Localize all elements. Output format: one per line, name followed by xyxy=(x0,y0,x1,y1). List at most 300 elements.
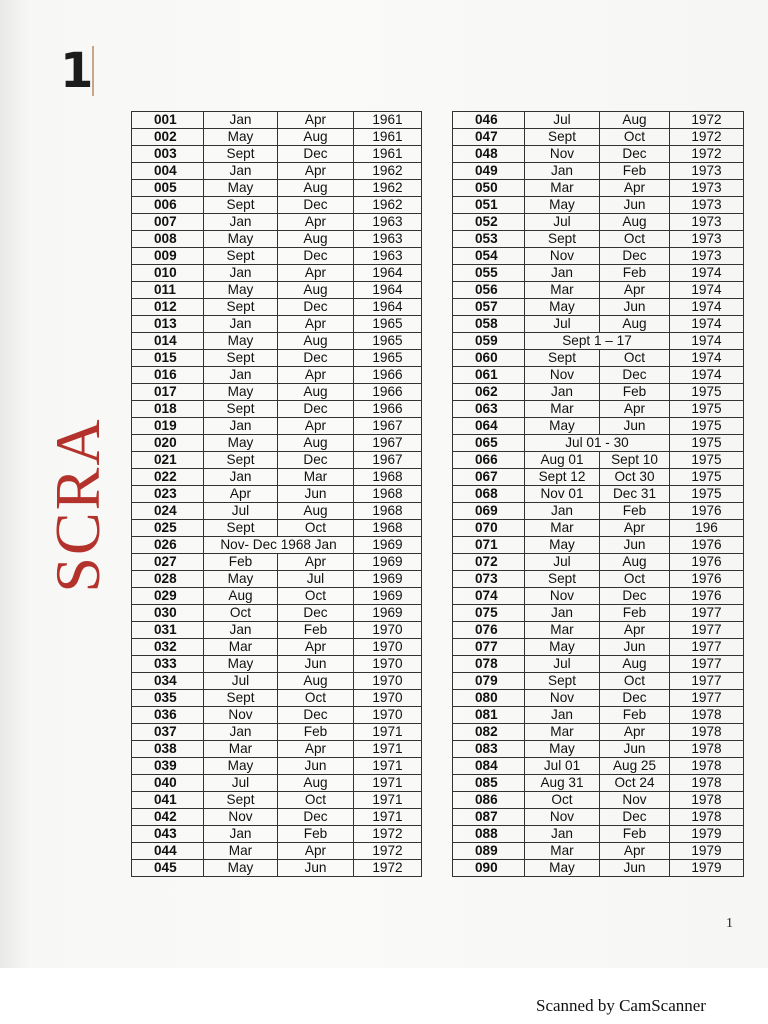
table-row xyxy=(132,350,422,367)
code-cell: 069 xyxy=(453,503,525,520)
table-row xyxy=(132,265,422,282)
table-row xyxy=(453,129,744,146)
start-month-cell: Mar xyxy=(525,520,600,537)
year-cell: 1968 xyxy=(354,503,422,520)
code-cell: 016 xyxy=(132,367,204,384)
start-month-cell: Aug 01 xyxy=(525,452,600,469)
code-cell: 051 xyxy=(453,197,525,214)
year-cell: 1973 xyxy=(670,163,744,180)
year-cell: 1972 xyxy=(670,129,744,146)
code-cell: 039 xyxy=(132,758,204,775)
code-cell: 078 xyxy=(453,656,525,673)
end-month-cell: Dec xyxy=(278,809,354,826)
start-month-cell: Jul xyxy=(204,775,278,792)
year-cell: 1965 xyxy=(354,350,422,367)
year-cell: 1965 xyxy=(354,333,422,350)
code-cell: 045 xyxy=(132,860,204,877)
table-row xyxy=(453,316,744,333)
table-row xyxy=(453,486,744,503)
year-cell: 1973 xyxy=(670,248,744,265)
table-row xyxy=(453,333,744,350)
end-month-cell: Feb xyxy=(600,265,670,282)
end-month-cell: Dec xyxy=(278,401,354,418)
start-month-cell: Jul xyxy=(525,554,600,571)
year-cell: 1975 xyxy=(670,452,744,469)
code-cell: 076 xyxy=(453,622,525,639)
end-month-cell: Apr xyxy=(278,639,354,656)
start-month-cell: May xyxy=(204,180,278,197)
end-month-cell: Aug xyxy=(600,656,670,673)
end-month-cell: Feb xyxy=(600,826,670,843)
end-month-cell: Feb xyxy=(278,826,354,843)
span-range-cell: Sept 1 – 17 xyxy=(525,333,670,350)
end-month-cell: Oct xyxy=(600,231,670,248)
table-row xyxy=(453,214,744,231)
end-month-cell: Oct xyxy=(278,588,354,605)
code-cell: 079 xyxy=(453,673,525,690)
start-month-cell: May xyxy=(204,758,278,775)
table-row xyxy=(453,197,744,214)
start-month-cell: May xyxy=(525,418,600,435)
end-month-cell: Dec xyxy=(600,146,670,163)
table-row xyxy=(132,163,422,180)
table-row xyxy=(453,231,744,248)
year-cell: 1963 xyxy=(354,248,422,265)
code-cell: 020 xyxy=(132,435,204,452)
start-month-cell: Nov 01 xyxy=(525,486,600,503)
end-month-cell: Apr xyxy=(278,265,354,282)
year-cell: 1973 xyxy=(670,197,744,214)
start-month-cell: Jan xyxy=(525,265,600,282)
code-cell: 071 xyxy=(453,537,525,554)
start-month-cell: Mar xyxy=(525,180,600,197)
code-cell: 090 xyxy=(453,860,525,877)
start-month-cell: Sept xyxy=(525,231,600,248)
table-row xyxy=(132,214,422,231)
year-cell: 1977 xyxy=(670,690,744,707)
end-month-cell: Feb xyxy=(600,707,670,724)
year-cell: 1961 xyxy=(354,146,422,163)
end-month-cell: Feb xyxy=(600,605,670,622)
end-month-cell: Dec xyxy=(278,197,354,214)
year-cell: 1972 xyxy=(670,146,744,163)
code-cell: 027 xyxy=(132,554,204,571)
table-row xyxy=(453,792,744,809)
start-month-cell: Nov xyxy=(204,707,278,724)
year-cell: 1977 xyxy=(670,605,744,622)
start-month-cell: Sept xyxy=(204,248,278,265)
year-cell: 1977 xyxy=(670,656,744,673)
code-cell: 032 xyxy=(132,639,204,656)
year-cell: 1968 xyxy=(354,486,422,503)
year-cell: 1971 xyxy=(354,775,422,792)
year-cell: 1966 xyxy=(354,384,422,401)
table-row xyxy=(453,350,744,367)
year-cell: 1979 xyxy=(670,826,744,843)
start-month-cell: May xyxy=(204,571,278,588)
end-month-cell: Jun xyxy=(278,656,354,673)
end-month-cell: Aug xyxy=(600,554,670,571)
code-cell: 087 xyxy=(453,809,525,826)
start-month-cell: Nov xyxy=(525,690,600,707)
table-row xyxy=(132,112,422,129)
end-month-cell: Apr xyxy=(278,741,354,758)
start-month-cell: Aug xyxy=(204,588,278,605)
end-month-cell: Dec xyxy=(278,248,354,265)
table-row xyxy=(453,418,744,435)
code-cell: 074 xyxy=(453,588,525,605)
end-month-cell: Dec xyxy=(278,707,354,724)
year-cell: 1978 xyxy=(670,724,744,741)
end-month-cell: Jun xyxy=(600,537,670,554)
end-month-cell: Apr xyxy=(278,843,354,860)
table-row xyxy=(453,673,744,690)
end-month-cell: Aug xyxy=(600,316,670,333)
start-month-cell: May xyxy=(204,129,278,146)
start-month-cell: Sept xyxy=(525,129,600,146)
year-cell: 1974 xyxy=(670,265,744,282)
end-month-cell: Aug xyxy=(278,384,354,401)
code-cell: 007 xyxy=(132,214,204,231)
table-row xyxy=(453,571,744,588)
table-row xyxy=(453,758,744,775)
code-cell: 019 xyxy=(132,418,204,435)
end-month-cell: Aug xyxy=(278,503,354,520)
start-month-cell: Sept xyxy=(204,792,278,809)
table-row xyxy=(453,860,744,877)
code-cell: 028 xyxy=(132,571,204,588)
table-row xyxy=(132,843,422,860)
end-month-cell: Apr xyxy=(600,622,670,639)
code-cell: 052 xyxy=(453,214,525,231)
year-cell: 1974 xyxy=(670,299,744,316)
year-cell: 1966 xyxy=(354,367,422,384)
start-month-cell: Jul 01 xyxy=(525,758,600,775)
start-month-cell: Nov xyxy=(525,809,600,826)
code-cell: 050 xyxy=(453,180,525,197)
year-cell: 1976 xyxy=(670,588,744,605)
start-month-cell: Sept xyxy=(204,520,278,537)
code-cell: 053 xyxy=(453,231,525,248)
code-cell: 005 xyxy=(132,180,204,197)
code-cell: 041 xyxy=(132,792,204,809)
code-cell: 033 xyxy=(132,656,204,673)
year-cell: 1968 xyxy=(354,520,422,537)
table-row xyxy=(453,367,744,384)
table-row xyxy=(132,180,422,197)
end-month-cell: Jun xyxy=(600,418,670,435)
code-cell: 088 xyxy=(453,826,525,843)
end-month-cell: Feb xyxy=(278,622,354,639)
start-month-cell: Jan xyxy=(525,605,600,622)
end-month-cell: Dec 31 xyxy=(600,486,670,503)
page-number: 1 xyxy=(726,916,733,931)
year-cell: 1967 xyxy=(354,418,422,435)
code-table-right xyxy=(452,111,744,877)
end-month-cell: Aug xyxy=(278,775,354,792)
table-row xyxy=(132,554,422,571)
code-cell: 013 xyxy=(132,316,204,333)
start-month-cell: Sept 12 xyxy=(525,469,600,486)
start-month-cell: May xyxy=(525,741,600,758)
table-row xyxy=(132,146,422,163)
year-cell: 1964 xyxy=(354,299,422,316)
start-month-cell: Jan xyxy=(525,826,600,843)
code-cell: 061 xyxy=(453,367,525,384)
table-row xyxy=(453,741,744,758)
side-label-scra: SCRA xyxy=(42,417,113,593)
table-row xyxy=(453,265,744,282)
table-row xyxy=(132,588,422,605)
year-cell: 1969 xyxy=(354,537,422,554)
code-cell: 067 xyxy=(453,469,525,486)
table-row xyxy=(453,520,744,537)
table-row xyxy=(453,809,744,826)
year-cell: 196 xyxy=(670,520,744,537)
table-row xyxy=(453,826,744,843)
table-row xyxy=(453,622,744,639)
code-cell: 046 xyxy=(453,112,525,129)
table-row xyxy=(132,486,422,503)
end-month-cell: Apr xyxy=(600,282,670,299)
year-cell: 1978 xyxy=(670,792,744,809)
end-month-cell: Apr xyxy=(278,367,354,384)
year-cell: 1978 xyxy=(670,741,744,758)
code-cell: 085 xyxy=(453,775,525,792)
table-row xyxy=(453,452,744,469)
end-month-cell: Jun xyxy=(600,860,670,877)
start-month-cell: Jan xyxy=(204,214,278,231)
code-cell: 080 xyxy=(453,690,525,707)
start-month-cell: Sept xyxy=(525,571,600,588)
year-cell: 1964 xyxy=(354,282,422,299)
code-cell: 034 xyxy=(132,673,204,690)
code-cell: 006 xyxy=(132,197,204,214)
end-month-cell: Aug xyxy=(278,333,354,350)
table-row xyxy=(132,299,422,316)
year-cell: 1963 xyxy=(354,214,422,231)
code-cell: 054 xyxy=(453,248,525,265)
year-cell: 1963 xyxy=(354,231,422,248)
start-month-cell: Mar xyxy=(525,843,600,860)
end-month-cell: Jun xyxy=(600,639,670,656)
table-row xyxy=(132,605,422,622)
end-month-cell: Nov xyxy=(600,792,670,809)
end-month-cell: Apr xyxy=(600,520,670,537)
code-cell: 012 xyxy=(132,299,204,316)
end-month-cell: Aug xyxy=(278,673,354,690)
table-row xyxy=(132,656,422,673)
code-cell: 047 xyxy=(453,129,525,146)
code-cell: 001 xyxy=(132,112,204,129)
table-row xyxy=(132,809,422,826)
start-month-cell: Sept xyxy=(204,146,278,163)
start-month-cell: Jan xyxy=(204,163,278,180)
end-month-cell: Aug xyxy=(600,214,670,231)
end-month-cell: Oct xyxy=(600,571,670,588)
table-row xyxy=(132,384,422,401)
table-row xyxy=(132,316,422,333)
table-row xyxy=(453,435,744,452)
end-month-cell: Aug xyxy=(600,112,670,129)
table-row xyxy=(453,503,744,520)
start-month-cell: May xyxy=(525,299,600,316)
year-cell: 1973 xyxy=(670,180,744,197)
year-cell: 1964 xyxy=(354,265,422,282)
start-month-cell: Oct xyxy=(525,792,600,809)
code-cell: 029 xyxy=(132,588,204,605)
start-month-cell: Sept xyxy=(204,350,278,367)
end-month-cell: Aug 25 xyxy=(600,758,670,775)
year-cell: 1977 xyxy=(670,673,744,690)
start-month-cell: May xyxy=(204,435,278,452)
code-cell: 082 xyxy=(453,724,525,741)
end-month-cell: Oct xyxy=(278,792,354,809)
end-month-cell: Apr xyxy=(278,112,354,129)
start-month-cell: May xyxy=(204,282,278,299)
table-row xyxy=(453,112,744,129)
end-month-cell: Jun xyxy=(600,197,670,214)
code-cell: 066 xyxy=(453,452,525,469)
year-cell: 1975 xyxy=(670,384,744,401)
end-month-cell: Jun xyxy=(278,758,354,775)
year-cell: 1975 xyxy=(670,435,744,452)
table-row xyxy=(132,775,422,792)
code-cell: 059 xyxy=(453,333,525,350)
end-month-cell: Feb xyxy=(278,724,354,741)
start-month-cell: Mar xyxy=(525,282,600,299)
start-month-cell: Jan xyxy=(204,316,278,333)
code-cell: 068 xyxy=(453,486,525,503)
year-cell: 1970 xyxy=(354,707,422,724)
start-month-cell: Sept xyxy=(525,350,600,367)
start-month-cell: Mar xyxy=(525,622,600,639)
year-cell: 1974 xyxy=(670,316,744,333)
start-month-cell: Jan xyxy=(525,503,600,520)
code-cell: 021 xyxy=(132,452,204,469)
end-month-cell: Dec xyxy=(600,367,670,384)
table-row xyxy=(453,690,744,707)
table-row xyxy=(453,724,744,741)
start-month-cell: May xyxy=(204,656,278,673)
year-cell: 1967 xyxy=(354,435,422,452)
table-row xyxy=(453,282,744,299)
end-month-cell: Apr xyxy=(278,554,354,571)
code-cell: 037 xyxy=(132,724,204,741)
start-month-cell: Jul xyxy=(204,673,278,690)
year-cell: 1974 xyxy=(670,333,744,350)
code-cell: 086 xyxy=(453,792,525,809)
end-month-cell: Jun xyxy=(600,741,670,758)
year-cell: 1974 xyxy=(670,350,744,367)
year-cell: 1978 xyxy=(670,775,744,792)
table-row xyxy=(132,367,422,384)
end-month-cell: Aug xyxy=(278,231,354,248)
year-cell: 1976 xyxy=(670,503,744,520)
table-row xyxy=(132,758,422,775)
end-month-cell: Oct xyxy=(600,350,670,367)
start-month-cell: Mar xyxy=(204,843,278,860)
code-cell: 025 xyxy=(132,520,204,537)
end-month-cell: Dec xyxy=(278,299,354,316)
year-cell: 1968 xyxy=(354,469,422,486)
table-row xyxy=(132,435,422,452)
year-cell: 1978 xyxy=(670,758,744,775)
start-month-cell: Nov xyxy=(525,146,600,163)
start-month-cell: May xyxy=(204,860,278,877)
start-month-cell: Jul xyxy=(525,656,600,673)
start-month-cell: Jan xyxy=(204,622,278,639)
year-cell: 1970 xyxy=(354,673,422,690)
code-cell: 089 xyxy=(453,843,525,860)
code-cell: 036 xyxy=(132,707,204,724)
start-month-cell: Mar xyxy=(204,741,278,758)
year-cell: 1977 xyxy=(670,639,744,656)
start-month-cell: Apr xyxy=(204,486,278,503)
end-month-cell: Oct xyxy=(600,129,670,146)
year-cell: 1971 xyxy=(354,792,422,809)
code-cell: 035 xyxy=(132,690,204,707)
span-range-cell: Nov- Dec 1968 Jan xyxy=(204,537,354,554)
end-month-cell: Dec xyxy=(278,350,354,367)
end-month-cell: Sept 10 xyxy=(600,452,670,469)
code-cell: 060 xyxy=(453,350,525,367)
year-cell: 1972 xyxy=(354,860,422,877)
start-month-cell: Jan xyxy=(204,724,278,741)
table-row xyxy=(132,741,422,758)
start-month-cell: Jul xyxy=(525,112,600,129)
table-row xyxy=(453,146,744,163)
code-cell: 084 xyxy=(453,758,525,775)
year-cell: 1971 xyxy=(354,809,422,826)
start-month-cell: Jan xyxy=(204,112,278,129)
start-month-cell: Jul xyxy=(525,214,600,231)
start-month-cell: Oct xyxy=(204,605,278,622)
year-cell: 1969 xyxy=(354,571,422,588)
end-month-cell: Dec xyxy=(600,809,670,826)
code-cell: 026 xyxy=(132,537,204,554)
code-cell: 081 xyxy=(453,707,525,724)
code-cell: 031 xyxy=(132,622,204,639)
table-row xyxy=(132,129,422,146)
end-month-cell: Dec xyxy=(600,690,670,707)
end-month-cell: Feb xyxy=(600,384,670,401)
table-row xyxy=(453,163,744,180)
year-cell: 1970 xyxy=(354,656,422,673)
start-month-cell: Jan xyxy=(204,367,278,384)
table-row xyxy=(453,248,744,265)
code-cell: 056 xyxy=(453,282,525,299)
code-cell: 008 xyxy=(132,231,204,248)
table-row xyxy=(132,452,422,469)
table-row xyxy=(453,775,744,792)
end-month-cell: Dec xyxy=(278,452,354,469)
start-month-cell: Sept xyxy=(204,299,278,316)
table-row xyxy=(132,282,422,299)
code-cell: 077 xyxy=(453,639,525,656)
span-range-cell: Jul 01 - 30 xyxy=(525,435,670,452)
code-cell: 048 xyxy=(453,146,525,163)
year-cell: 1971 xyxy=(354,741,422,758)
table-row xyxy=(132,231,422,248)
year-cell: 1975 xyxy=(670,469,744,486)
year-cell: 1970 xyxy=(354,639,422,656)
year-cell: 1961 xyxy=(354,112,422,129)
year-cell: 1972 xyxy=(354,826,422,843)
table-row xyxy=(132,622,422,639)
year-cell: 1962 xyxy=(354,180,422,197)
start-month-cell: Jan xyxy=(204,418,278,435)
